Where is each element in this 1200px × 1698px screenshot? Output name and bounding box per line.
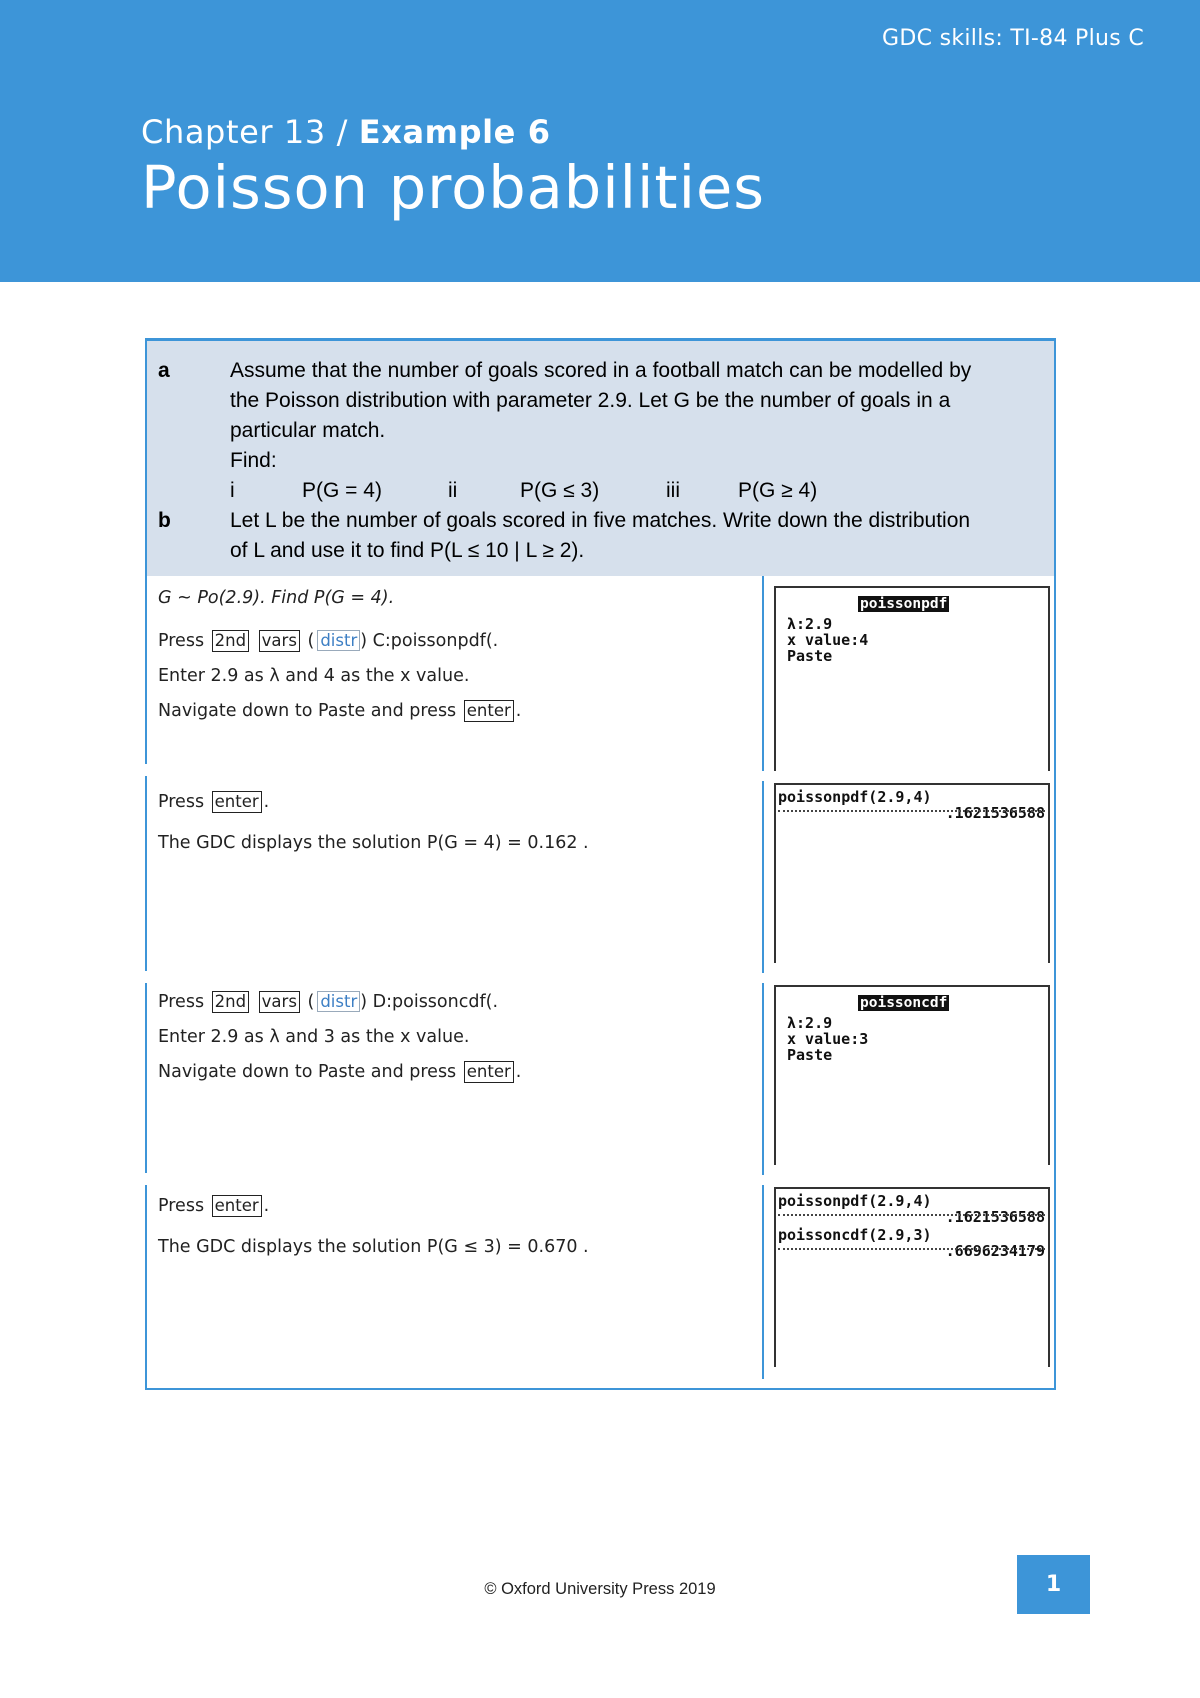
step-row — [147, 1185, 1054, 1379]
screen-line: x value:3 — [787, 1030, 869, 1048]
step-text-fragment: Press — [158, 631, 205, 651]
question-b-line: Let L be the number of goals scored in five matches. Write down the distribution — [230, 509, 971, 532]
step-text-fragment: . — [515, 1062, 522, 1082]
part-ii-num: ii — [448, 479, 458, 502]
step-text-fragment: Press — [158, 792, 205, 812]
step-line — [158, 630, 498, 652]
step-line — [158, 791, 269, 813]
copyright-notice: © Oxford University Press 2019 — [484, 1580, 716, 1598]
step-text-fragment: Press — [158, 992, 205, 1012]
row-gap — [145, 971, 147, 983]
page-title: Poisson probabilities — [141, 153, 765, 222]
question-panel — [147, 341, 1054, 576]
step-line: Enter 2.9 as λ and 3 as the x value. — [158, 1027, 470, 1047]
step-line: Enter 2.9 as λ and 4 as the x value. — [158, 666, 470, 686]
row-gap — [145, 764, 147, 776]
screen-history-result: .1621536588 — [945, 804, 1045, 822]
key-2nd: 2nd — [212, 630, 249, 652]
screen-line: Paste — [787, 647, 833, 665]
step-line — [158, 700, 521, 722]
step-text-fragment: ) C:poissonpdf(. — [360, 631, 499, 651]
screen-history-expr: poissoncdf(2.9,3) — [778, 1226, 932, 1244]
key-vars: vars — [259, 991, 300, 1013]
screen-line: λ:2.9 — [787, 1014, 833, 1032]
key-enter: enter — [212, 791, 262, 813]
screen-title: poissonpdf — [860, 596, 948, 612]
key-enter: enter — [464, 700, 514, 722]
screen-line: λ:2.9 — [787, 615, 833, 633]
step-text-fragment: Press — [158, 1196, 205, 1216]
calculator-screen — [774, 783, 1050, 963]
question-a-line: Find: — [230, 449, 277, 472]
paren-open-text: ( — [307, 631, 315, 651]
screen-divider — [778, 1248, 1045, 1250]
calculator-screen — [774, 586, 1050, 771]
column-divider — [762, 983, 764, 1175]
step-line: The GDC displays the solution P(G ≤ 3) = 0.670 . — [158, 1237, 589, 1257]
step-line — [158, 1061, 521, 1083]
key-2nd: 2nd — [212, 991, 249, 1013]
screen-title: poissoncdf — [860, 995, 948, 1011]
question-b-letter: b — [158, 509, 171, 532]
chapter-line — [141, 113, 551, 151]
screen-line: x value:4 — [787, 631, 869, 649]
key-vars: vars — [259, 630, 300, 652]
key-enter: enter — [212, 1195, 262, 1217]
screen-history-result: .1621536588 — [945, 1208, 1045, 1226]
screen-history-expr: poissonpdf(2.9,4) — [778, 788, 932, 806]
part-iii-num: iii — [666, 479, 680, 502]
step-text-fragment: Navigate down to Paste and press — [158, 1062, 457, 1082]
step-text-fragment: . — [263, 1196, 270, 1216]
part-iii-expr: P(G ≥ 4) — [738, 479, 818, 502]
column-divider — [762, 1185, 764, 1379]
column-divider — [762, 781, 764, 973]
part-i-num: i — [230, 479, 235, 502]
question-b-text — [230, 506, 1030, 566]
screen-history-expr: poissonpdf(2.9,4) — [778, 1192, 932, 1210]
page-number: 1 — [1017, 1555, 1090, 1614]
step-line: G ~ Po(2.9). Find P(G = 4). — [158, 588, 395, 608]
header-banner — [0, 0, 1200, 282]
question-a-line: the Poisson distribution with parameter 2.9. Let G be the number of goals in a — [230, 389, 951, 412]
question-b-line: of L and use it to find P(L ≤ 10 | L ≥ 2). — [230, 539, 585, 562]
step-text-fragment: Navigate down to Paste and press — [158, 701, 457, 721]
step-line — [158, 1195, 269, 1217]
screen-history-result: .6696234179 — [945, 1242, 1045, 1260]
softkey-distr: distr — [317, 991, 360, 1012]
step-text-fragment: . — [515, 701, 522, 721]
part-ii-expr: P(G ≤ 3) — [520, 479, 600, 502]
step-line — [158, 991, 498, 1013]
step-line: The GDC displays the solution P(G = 4) = 0.162 . — [158, 833, 589, 853]
question-a-line: Assume that the number of goals scored in a football match can be modelled by — [230, 359, 972, 382]
row-gap — [145, 1173, 147, 1185]
step-row — [147, 781, 1054, 973]
chapter-prefix: Chapter 13 / — [141, 113, 359, 151]
screen-line: Paste — [787, 1046, 833, 1064]
example-box — [145, 338, 1056, 1390]
step-text-fragment: ) D:poissoncdf(. — [360, 992, 499, 1012]
step-text-fragment: . — [263, 792, 270, 812]
screen-divider — [778, 810, 1045, 812]
calculator-screen — [774, 1187, 1050, 1367]
question-a-text — [230, 356, 1030, 476]
question-a-line: particular match. — [230, 419, 386, 442]
calculator-screen — [774, 985, 1050, 1165]
step-row — [147, 576, 1054, 771]
column-divider — [762, 576, 764, 771]
part-i-expr: P(G = 4) — [302, 479, 382, 502]
question-a-parts — [230, 476, 930, 506]
step-row — [147, 983, 1054, 1175]
softkey-distr: distr — [317, 630, 360, 651]
paren-open-text: ( — [307, 992, 315, 1012]
series-label: GDC skills: TI-84 Plus C — [882, 26, 1144, 51]
key-enter: enter — [464, 1061, 514, 1083]
screen-divider — [778, 1214, 1045, 1216]
example-label: Example 6 — [358, 113, 551, 151]
question-a-letter: a — [158, 359, 170, 382]
